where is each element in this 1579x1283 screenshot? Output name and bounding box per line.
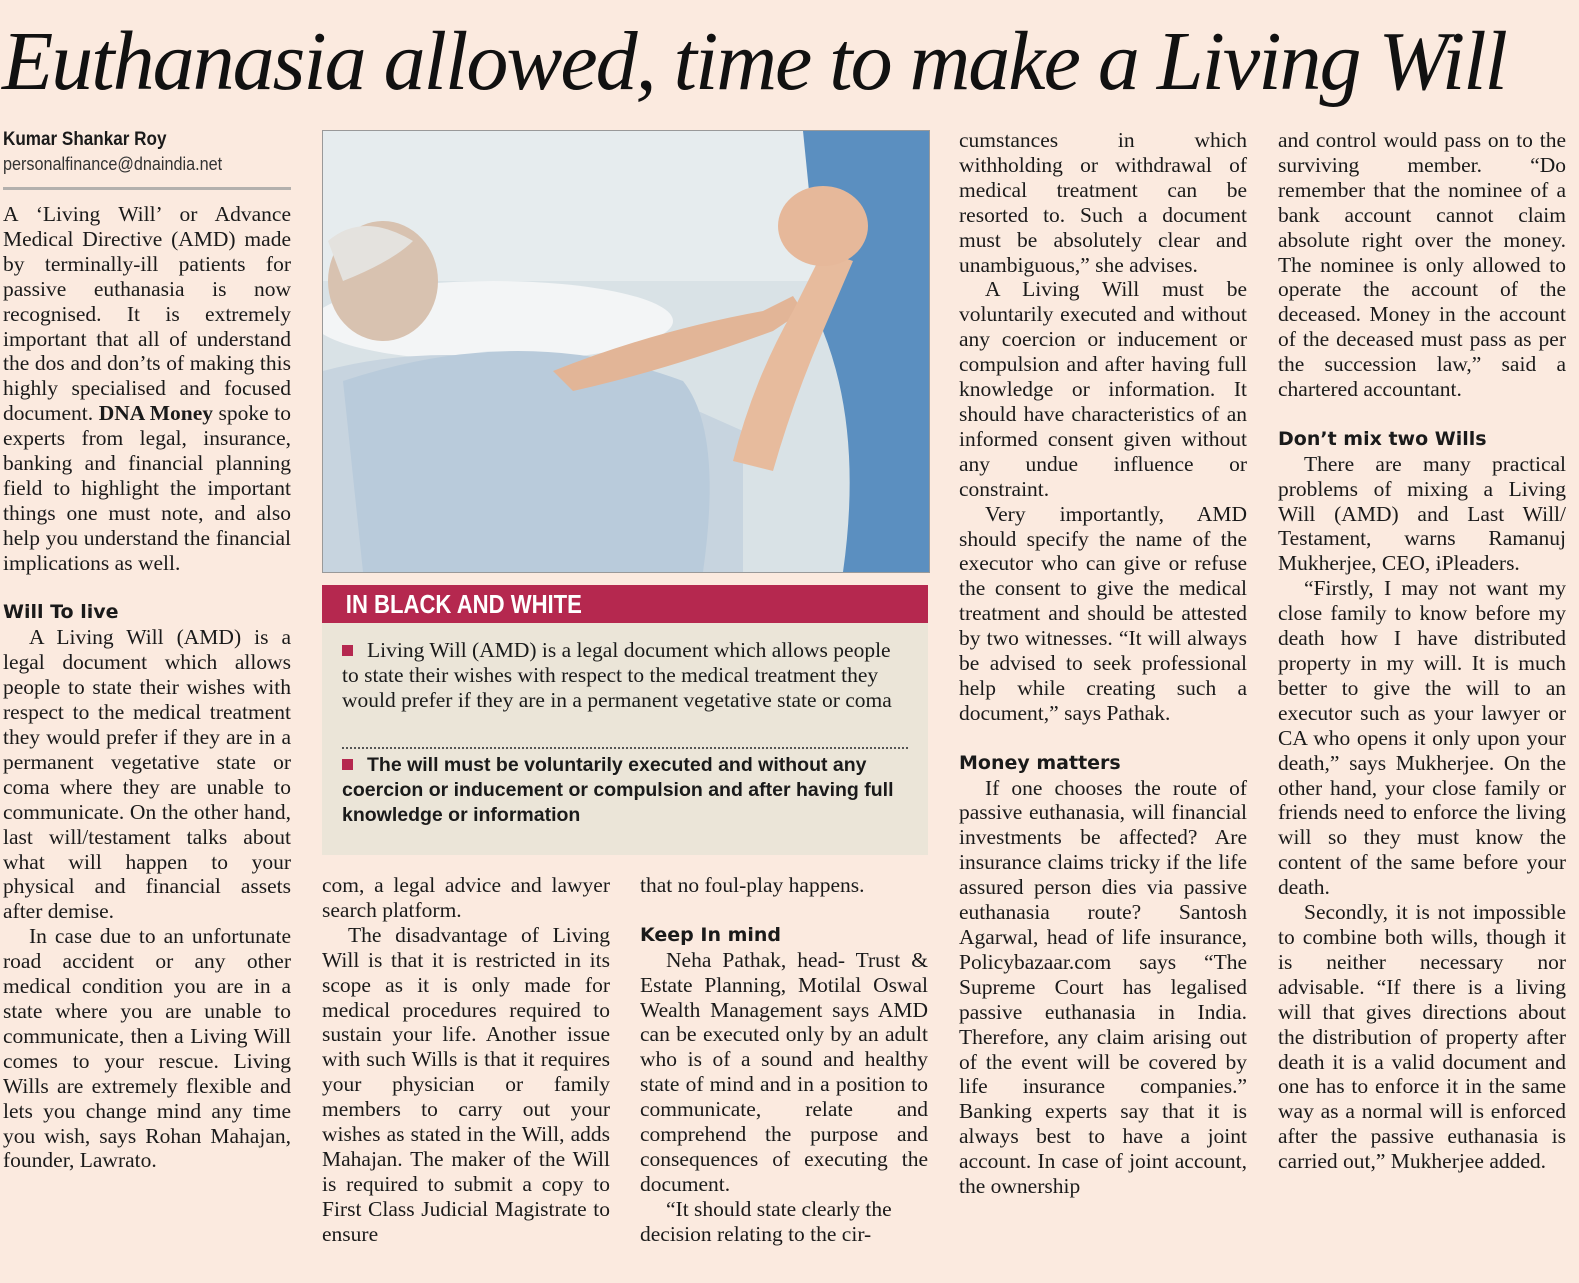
column-2 — [322, 873, 610, 1247]
section-heading: Money matters — [959, 751, 1121, 774]
intro-paragraph — [3, 202, 291, 576]
paragraph: and control would pass on to the surviving member. “Do remember that the nominee of a bank account cannot claim absolute right over the money. The nominee is only allowed to operate the account of the deceased. Money in the account of the deceased must pass as per the succession law,” said a chartered accountant. — [1278, 128, 1566, 402]
section-heading: Keep In mind — [640, 923, 782, 946]
paragraph: The disadvantage of Living Will is that it is restricted in its scope as it is only made for medical procedures required to sustain your life. Another issue with such Wills is that it requires your physician or family members to carry out your wishes as stated in the Will, adds Mahajan. The maker of the Will is required to submit a copy to First Class Judicial Magistrate to ensure — [322, 922, 610, 1246]
column-5 — [1278, 128, 1566, 1174]
author-name: Kumar Shankar Roy — [3, 129, 167, 150]
bullet-text: Living Will (AMD) is a legal document which allows people to state their wishes with respect to the medical treatment they would prefer if they are in a permanent vegetative state or coma — [342, 638, 892, 712]
sidebar-box — [322, 623, 928, 855]
intro-text: A ‘Living Will’ or Advance Medical Directive (AMD) made by terminally-ill patients for passive euthanasia is now recognised. It is extremely important that all of understand the dos and don’ts of making this highly specialised and focused document. — [3, 202, 291, 426]
sidebar-box-title — [322, 585, 928, 623]
byline-divider — [3, 187, 291, 190]
paragraph: cumstances in which withholding or withdrawal of medical treatment can be resorted to. Such a document must be absolutely clear and unambiguous,” she advises. — [959, 128, 1247, 277]
headline: Euthanasia allowed, time to make a Living Will — [2, 15, 1506, 108]
paragraph: “It should state clearly the decision relating to the cir- — [640, 1196, 892, 1246]
article-photo — [322, 130, 930, 573]
photo-elderly-patient-icon — [323, 131, 929, 572]
section-heading: Will To live — [3, 601, 119, 624]
paragraph: Neha Pathak, head- Trust & Estate Planning, Motilal Oswal Wealth Management says AMD can be executed only by an adult who is of a sound and healthy state of mind and in a position to communicate, relate and comprehend the purpose and consequences of executing the document. — [640, 947, 928, 1196]
column-3 — [640, 873, 928, 1247]
paragraph: A Living Will must be voluntarily executed and without any coercion or inducement or compulsion and after having full knowledge or information. It should have characteristics of an informed consent given without any undue influence or constraint. — [959, 277, 1247, 501]
sidebar-bullet — [342, 638, 908, 713]
sidebar-bullet — [342, 753, 908, 828]
square-bullet-icon — [342, 759, 353, 770]
column-1 — [3, 202, 291, 1173]
paragraph: A Living Will (AMD) is a legal document which allows people to state their wishes with respect to the medical treatment they would prefer if they are in a permanent vegetative state or coma where they are unable to communicate. On the other hand, last will/testament talks about what will happen to your physical and financial assets after demise. — [3, 625, 291, 924]
paragraph: There are many practical problems of mixing a Living Will (AMD) and Last Will/ Testament, warns Ramanuj Mukherjee, CEO, iPleaders. — [1278, 451, 1566, 576]
paragraph: Very importantly, AMD should specify the name of the executor who can give or refuse the consent to give the medical treatment and should be attested by two witnesses. “It will always be advised to seek professional help while creating such a document,” says Pathak. — [959, 501, 1247, 725]
dotted-divider — [342, 747, 908, 749]
intro-bold: DNA Money — [98, 401, 213, 426]
paragraph: In case due to an unfortunate road accident or any other medical condition you are in a state where you are unable to communicate, then a Living Will comes to your rescue. Living Wills are extremely flexible and lets you change mind any time you wish, says Rohan Mahajan, founder, Lawrato. — [3, 924, 291, 1173]
paragraph: If one chooses the route of passive euthanasia, will financial investments be affected? Are insurance claims tricky if the life assured person dies via passive euthanasia route? Santosh Agarwal, head of life insurance, Policybazaar.com says “The Supreme Court has legalised passive euthanasia in India. Therefore, any claim arising out of the event will be covered by life insurance companies.” Banking experts say that it is always best to have a joint account. In case of joint account, the ownership — [959, 775, 1247, 1199]
byline — [3, 128, 291, 176]
paragraph: that no foul-play happens. — [640, 873, 865, 897]
square-bullet-icon — [342, 645, 353, 656]
paragraph: “Firstly, I may not want my close family to know before my death how I have distributed property in my will. It is much better to give the will to an executor such as your lawyer or CA who opens it only upon your death,” says Mukherjee. On the other hand, your close family or friends need to enforce the living will so they must know the content of the same before your death. — [1278, 576, 1566, 900]
sidebar-box-title-text: IN BLACK AND WHITE — [345, 589, 582, 619]
section-heading: Don’t mix two Wills — [1278, 427, 1487, 450]
paragraph: com, a legal advice and lawyer search platform. — [322, 873, 610, 922]
paragraph: Secondly, it is not impossible to combine both wills, though it is neither necessary nor advisable. “If there is a living will that gives directions about the distribution of property after death it is a valid document and one has to enforce it in the same way as a normal will is enforced after the passive euthanasia is carried out,” Mukherjee added. — [1278, 900, 1566, 1174]
column-4 — [959, 128, 1247, 1199]
author-email: personalfinance@dnaindia.net — [3, 154, 223, 174]
intro-text-end: spoke to experts from legal, insurance, banking and financial planning field to highlight the important things one must note, and also help you understand the financial implications as well. — [3, 401, 291, 575]
bullet-text: The will must be voluntarily executed and without any coercion or inducement or compulsion and after having full knowledge or information — [342, 754, 894, 826]
